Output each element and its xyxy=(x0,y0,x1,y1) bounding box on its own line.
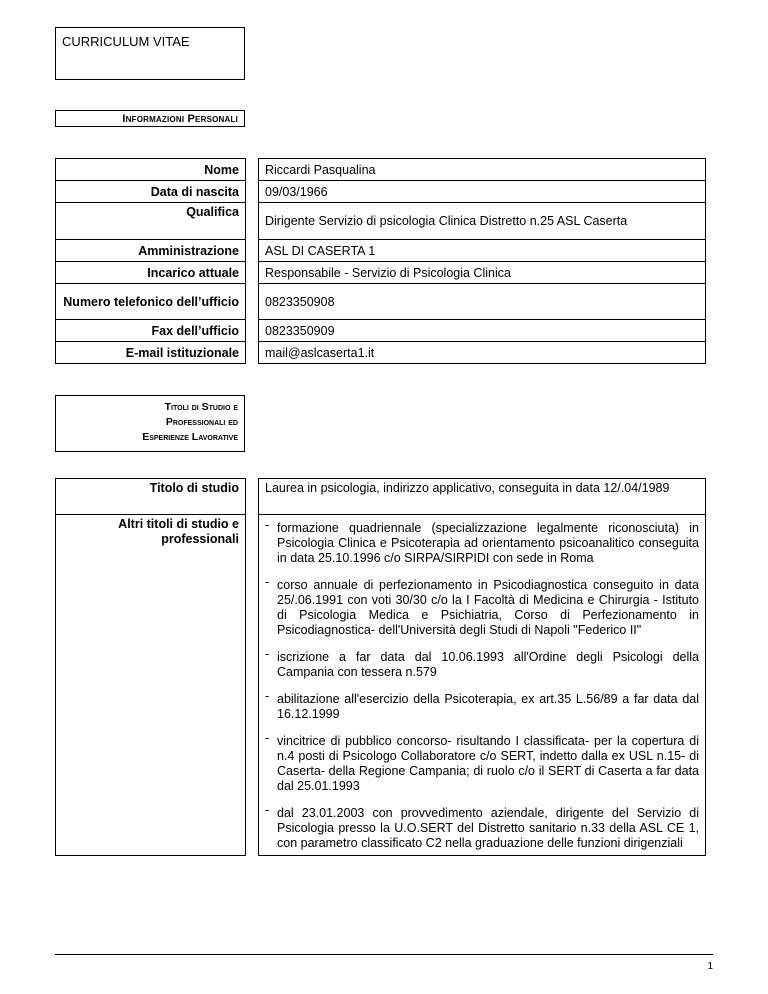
row-label: Amministrazione xyxy=(56,240,246,262)
row-label: E-mail istituzionale xyxy=(56,342,246,364)
row-label: Titolo di studio xyxy=(56,479,246,515)
row-value: ASL DI CASERTA 1 xyxy=(259,240,706,262)
row-value: 09/03/1966 xyxy=(259,181,706,203)
bullet-dash: - xyxy=(265,575,270,589)
row-label: Nome xyxy=(56,159,246,181)
table-row xyxy=(56,203,706,240)
section-personal-box xyxy=(55,110,245,127)
row-value xyxy=(259,515,706,856)
list-item xyxy=(265,575,699,638)
table-row xyxy=(56,262,706,284)
list-item-text: iscrizione a far data dal 10.06.1993 all'Ordine degli Psicologi della Campania con tessera n.579 xyxy=(277,650,699,679)
table-row xyxy=(56,515,706,856)
bullet-dash: - xyxy=(265,647,270,661)
table-row xyxy=(56,342,706,364)
footer-divider xyxy=(55,954,713,955)
list-item-text: abilitazione all'esercizio della Psicoterapia, ex art.35 L.56/89 a far data dal 16.12.1999 xyxy=(277,692,699,721)
row-value: 0823350908 xyxy=(259,284,706,320)
table-row xyxy=(56,159,706,181)
bullet-dash: - xyxy=(265,689,270,703)
section-titles-line: Professionali ed xyxy=(165,416,238,428)
section-titles-line: Esperienze Lavorative xyxy=(142,431,238,443)
page-number: 1 xyxy=(707,961,713,972)
list-item xyxy=(265,518,699,566)
row-value: Laurea in psicologia, indirizzo applicativo, conseguita in data 12/.04/1989 xyxy=(259,479,706,515)
list-item-text: formazione quadriennale (specializzazione legalmente riconosciuta) in Psicologia Clinica e Psicoterapia ad orientamento psicoanalitico conseguita in data 25.10.1996 c/o SIRPA/SIRPIDI con sede in Roma xyxy=(277,521,699,565)
row-label: Data di nascita xyxy=(56,181,246,203)
table-row xyxy=(56,479,706,515)
list-item xyxy=(265,647,699,680)
table-row xyxy=(56,240,706,262)
row-value: mail@aslcaserta1.it xyxy=(259,342,706,364)
row-value: Riccardi Pasqualina xyxy=(259,159,706,181)
list-item-text: vincitrice di pubblico concorso- risultando I classificata- per la copertura di n.4 posti di Psicologo Collaboratore c/o SERT, indetto dalla ex USL n.15- di Caserta- della Regione Campania; di ruolo c/o il SERT di Caserta a far data dal 25.01.1993 xyxy=(277,734,699,793)
table-row xyxy=(56,284,706,320)
list-item xyxy=(265,689,699,722)
table-row xyxy=(56,320,706,342)
list-item xyxy=(265,803,699,851)
section-personal-heading: Informazioni Personali xyxy=(122,113,238,125)
qualifications-list xyxy=(265,518,699,851)
bullet-dash: - xyxy=(265,518,270,532)
section-titles-line: Titoli di Studio e xyxy=(164,401,238,413)
row-label: Altri titoli di studio e professionali xyxy=(56,515,246,856)
bullet-dash: - xyxy=(265,803,270,817)
row-label: Qualifica xyxy=(56,203,246,240)
list-item xyxy=(265,731,699,794)
row-value: Dirigente Servizio di psicologia Clinica Distretto n.25 ASL Caserta xyxy=(259,203,706,240)
row-value: 0823350909 xyxy=(259,320,706,342)
row-label: Numero telefonico dell’ufficio xyxy=(56,284,246,320)
personal-info-table xyxy=(55,158,706,364)
bullet-dash: - xyxy=(265,731,270,745)
title-box xyxy=(55,27,245,80)
section-titles-box xyxy=(55,395,245,452)
row-label: Incarico attuale xyxy=(56,262,246,284)
list-item-text: dal 23.01.2003 con provvedimento aziendale, dirigente del Servizio di Psicologia presso la U.O.SERT del Distretto sanitario n.33 della ASL CE 1, con parametro classificato C2 nella graduazione delle funzioni dirigenziali xyxy=(277,806,699,850)
row-value: Responsabile - Servizio di Psicologia Clinica xyxy=(259,262,706,284)
row-label: Fax dell’ufficio xyxy=(56,320,246,342)
section-titles-heading xyxy=(142,400,238,445)
document-title: CURRICULUM VITAE xyxy=(62,34,190,49)
education-table xyxy=(55,478,706,856)
table-row xyxy=(56,181,706,203)
list-item-text: corso annuale di perfezionamento in Psicodiagnostica conseguito in data 25/.06.1991 con voti 30/30 c/o la I Facoltà di Medicina e Chirurgia - Istituto di Psicologia Medica e Psichiatria, Corso di Perfezionamento in Psicodiagnostica- dell'Università degli Studi di Napoli "Federico II" xyxy=(277,578,699,637)
